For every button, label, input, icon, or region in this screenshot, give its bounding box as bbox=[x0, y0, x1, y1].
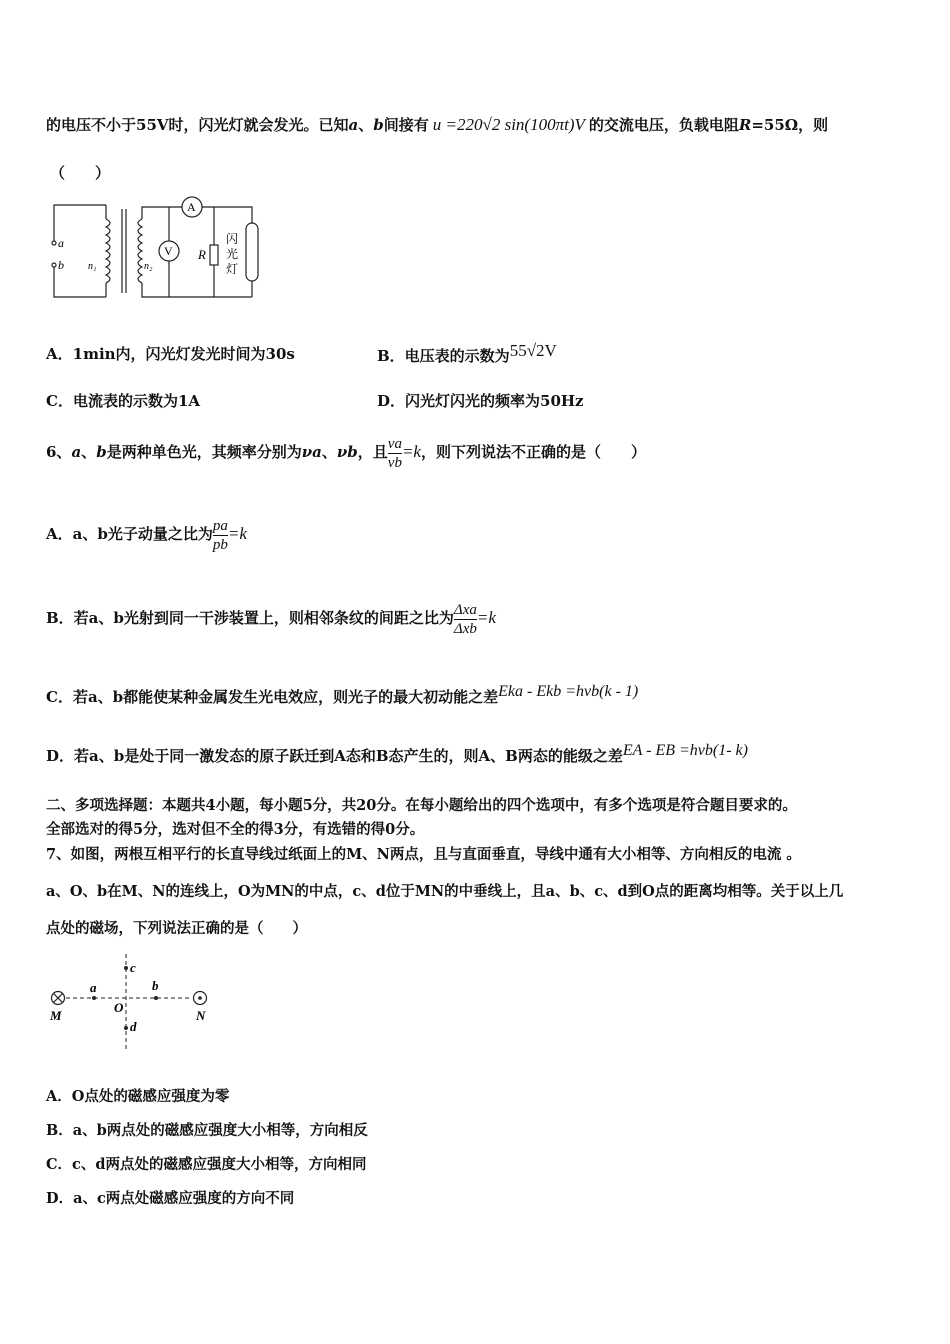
circuit-a-label: a bbox=[58, 236, 64, 250]
q5-option-d: D．闪光灯闪光的频率为50Hz bbox=[377, 392, 584, 410]
circuit-n2-label: n₂ bbox=[144, 261, 153, 272]
section2-line2: 全部选对的得5分，选对但不全的得3分，有选错的得0分。 bbox=[46, 821, 425, 838]
q5-option-c: C．电流表的示数为1A bbox=[46, 392, 201, 410]
q6-b: b bbox=[96, 443, 107, 461]
q6-opt-b-eq-k: =k bbox=[476, 608, 496, 627]
q6-nu-b: νb bbox=[336, 443, 358, 461]
q6-number: 6、 bbox=[46, 443, 72, 461]
q6-option-a bbox=[46, 512, 247, 556]
q6-option-c-math: Eka - Ekb =hνb(k - 1) bbox=[498, 683, 639, 700]
section2-line1: 二、多项选择题：本题共4小题，每小题5分，共20分。在每小题给出的四个选项中，有多个选项是符合题目要求的。 bbox=[46, 797, 797, 814]
lamp-label-3: 灯 bbox=[226, 262, 239, 276]
q6-opt-b-num: Δxa bbox=[453, 601, 477, 618]
q6-option-c-text: C．若a、b都能使某种金属发生光电效应，则光子的最大初动能之差 bbox=[46, 688, 499, 706]
q5-stem-text: 的电压不小于55V时，闪光灯就会发光。已知 bbox=[46, 116, 349, 134]
q6-opt-a-num: pa bbox=[212, 517, 228, 534]
wire-M-into-page-icon bbox=[52, 992, 65, 1005]
q5-stem-line1 bbox=[46, 115, 828, 135]
q5-option-b bbox=[377, 341, 557, 366]
fig-label-d: d bbox=[130, 1019, 137, 1034]
q6-option-d-math: EA - EB =hνb(1- k) bbox=[622, 742, 748, 759]
q6-eq-k: =k bbox=[401, 442, 421, 461]
q6-option-c bbox=[46, 682, 638, 707]
fig-label-a: a bbox=[90, 980, 97, 995]
fig-label-O: O bbox=[114, 1000, 124, 1015]
q6-option-b bbox=[46, 596, 496, 640]
q5-stem-post: 的交流电压，负载电阻 bbox=[588, 116, 739, 134]
q7-option-a: A．O点处的磁感应强度为零 bbox=[46, 1088, 230, 1105]
q6-option-d bbox=[46, 741, 748, 766]
q5-paren: （ ） bbox=[50, 164, 111, 182]
q5-voltage-formula: u =220√2 sin(100πt)V bbox=[432, 115, 585, 134]
q6-spacing-ratio bbox=[454, 601, 477, 638]
q6-frac-num: νa bbox=[387, 435, 402, 452]
q6-stem-mid: 是两种单色光，其频率分别为 bbox=[106, 443, 302, 461]
q6-momentum-ratio bbox=[213, 517, 228, 554]
q5-stem-mid: 间接有 bbox=[383, 116, 429, 134]
q5-option-b-math: 55√2V bbox=[509, 341, 557, 360]
q6-stem-post: ，则下列说法不正确的是（ ） bbox=[420, 443, 646, 461]
q6-option-d-text: D．若a、b是处于同一激发态的原子跃迁到A态和B态产生的，则A、B两态的能级之差 bbox=[46, 747, 623, 765]
q7-stem-line2: a、O、b在M、N的连线上，O为MN的中点，c、d位于MN的中垂线上，且a、b、c、d到O点的距离均相等。关于以上几 bbox=[46, 883, 844, 900]
q6-opt-b-den: Δxb bbox=[453, 620, 477, 637]
q7-magnetic-figure bbox=[44, 952, 224, 1054]
q6-stem bbox=[46, 430, 646, 474]
q5-stem-end: =55Ω，则 bbox=[751, 116, 829, 134]
q6-opt-a-eq-k: =k bbox=[227, 524, 247, 543]
q6-sep: 、 bbox=[81, 443, 97, 461]
lamp-label-1: 闪 bbox=[226, 232, 239, 246]
q6-opt-a-den: pb bbox=[212, 536, 228, 553]
circuit-n1-label: n₁ bbox=[88, 261, 97, 272]
wire-N-out-of-page-icon bbox=[194, 992, 207, 1005]
q6-stem-and: ，且 bbox=[357, 443, 388, 461]
q5-b: b bbox=[373, 116, 384, 134]
q7-option-d: D．a、c两点处磁感应强度的方向不同 bbox=[46, 1190, 295, 1207]
ammeter-label: A bbox=[187, 200, 196, 214]
q7-stem-line3: 点处的磁场，下列说法正确的是（ ） bbox=[46, 920, 307, 937]
q7-option-c: C．c、d两点处的磁感应强度大小相等，方向相同 bbox=[46, 1156, 367, 1173]
lamp-label-2: 光 bbox=[226, 247, 239, 261]
circuit-b-label: b bbox=[58, 258, 64, 272]
q5-R: R bbox=[738, 116, 752, 134]
q5-sep: 、 bbox=[358, 116, 374, 134]
fig-label-b: b bbox=[152, 978, 159, 993]
q5-a: a bbox=[348, 116, 359, 134]
q5-option-b-text: B．电压表的示数为 bbox=[377, 347, 510, 365]
q6-a: a bbox=[71, 443, 82, 461]
fig-label-c: c bbox=[130, 960, 136, 975]
circuit-R-label: R bbox=[198, 247, 206, 262]
voltmeter-label: V bbox=[164, 244, 173, 258]
q7-option-b: B．a、b两点处的磁感应强度大小相等，方向相反 bbox=[46, 1122, 368, 1139]
q6-option-b-text: B．若a、b光射到同一干涉装置上，则相邻条纹的间距之比为 bbox=[46, 609, 454, 627]
q6-frac-den: νb bbox=[387, 454, 402, 471]
q6-frequency-ratio bbox=[388, 435, 402, 472]
fig-label-N: N bbox=[196, 1008, 206, 1023]
q5-option-a: A．1min内，闪光灯发光时间为30s bbox=[46, 345, 295, 363]
q6-nu-a: νa bbox=[301, 443, 322, 461]
q6-sep2: 、 bbox=[321, 443, 337, 461]
q5-circuit-figure bbox=[46, 195, 276, 300]
q7-stem-line1: 7、如图，两根互相平行的长直导线过纸面上的M、N两点，且与直面垂直，导线中通有大小相等、方向相反的电流 。 bbox=[46, 846, 801, 863]
fig-label-M: M bbox=[50, 1008, 62, 1023]
q6-option-a-text: A．a、b光子动量之比为 bbox=[46, 525, 213, 543]
